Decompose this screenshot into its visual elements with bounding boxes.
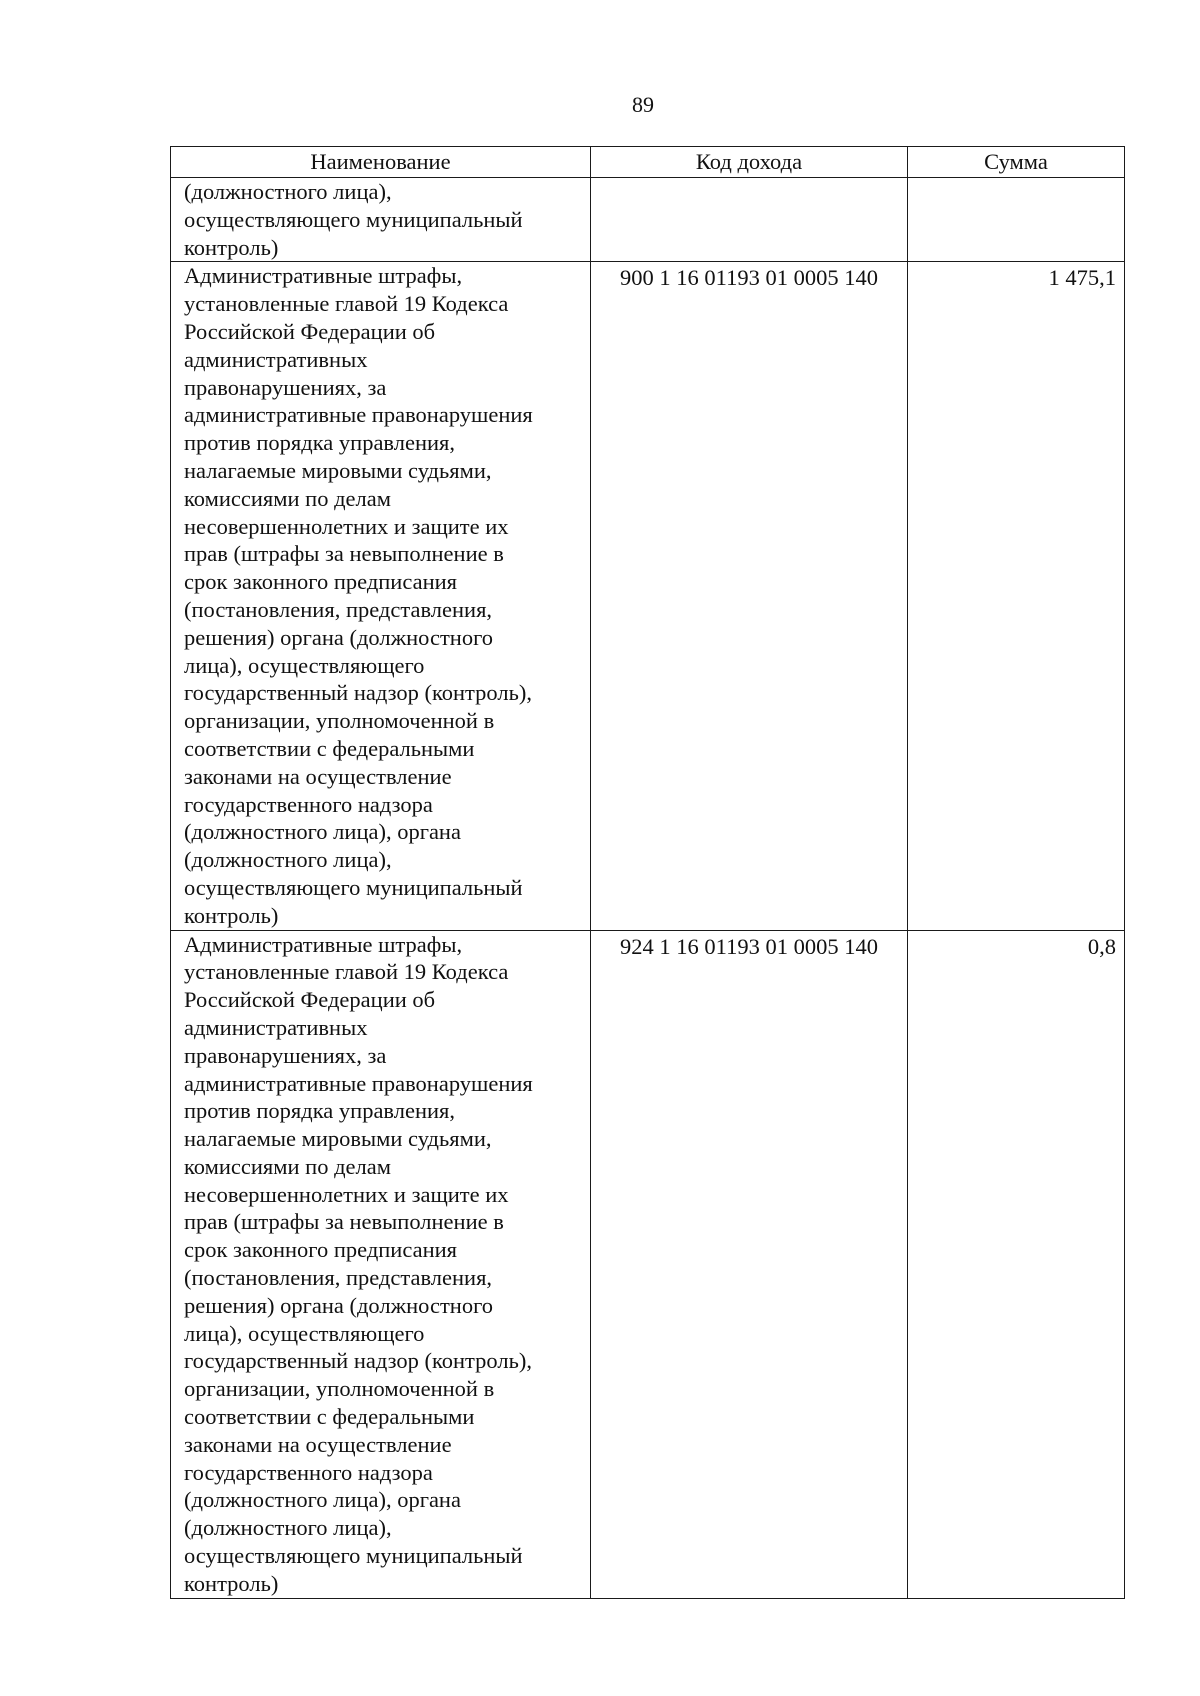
- name-line: (должностного лица),: [184, 1515, 392, 1541]
- name-line: осуществляющего муниципальный: [184, 206, 523, 232]
- name-line: правонарушениях, за: [184, 1042, 387, 1068]
- name-line: несовершеннолетних и защите их: [184, 513, 509, 539]
- name-line: осуществляющего муниципальный: [184, 1543, 523, 1569]
- name-line: лица), осуществляющего: [184, 1320, 425, 1346]
- name-line: прав (штрафы за невыполнение в: [184, 1209, 504, 1235]
- name-line: Административные штрафы,: [184, 263, 463, 289]
- name-cell: [171, 262, 591, 930]
- name-line: государственного надзора: [184, 791, 433, 817]
- name-line: организации, уполномоченной в: [184, 708, 495, 734]
- name-line: налагаемые мировыми судьями,: [184, 457, 492, 483]
- name-line: (должностного лица), органа: [184, 1487, 461, 1513]
- name-line: Российской Федерации об: [184, 987, 436, 1013]
- name-line: государственный надзор (контроль),: [184, 680, 532, 706]
- code-cell: [591, 178, 908, 262]
- header-sum: Сумма: [908, 147, 1125, 178]
- name-line: (постановления, представления,: [184, 1265, 493, 1291]
- name-line: против порядка управления,: [184, 430, 456, 456]
- name-line: законами на осуществление: [184, 763, 452, 789]
- name-line: государственный надзор (контроль),: [184, 1348, 532, 1374]
- name-line: контроль): [184, 1570, 279, 1596]
- name-line: комиссиями по делам: [184, 485, 391, 511]
- name-line: Российской Федерации об: [184, 318, 436, 344]
- name-cell: [171, 178, 591, 262]
- name-line: соответствии с федеральными: [184, 1404, 475, 1430]
- table-body: [171, 178, 1125, 1599]
- page-number: 89: [632, 92, 654, 117]
- name-line: несовершеннолетних и защите их: [184, 1181, 509, 1207]
- header-code: Код дохода: [591, 147, 908, 178]
- table-row: [171, 262, 1125, 930]
- name-line: административные правонарушения: [184, 402, 533, 428]
- name-line: (должностного лица), органа: [184, 819, 461, 845]
- name-line: решения) органа (должностного: [184, 624, 494, 650]
- name-line: лица), осуществляющего: [184, 652, 425, 678]
- table-row: [171, 178, 1125, 262]
- name-line: правонарушениях, за: [184, 374, 387, 400]
- name-line: административных: [184, 1014, 368, 1040]
- code-cell: 900 1 16 01193 01 0005 140: [591, 262, 908, 930]
- name-line: соответствии с федеральными: [184, 735, 475, 761]
- name-line: против порядка управления,: [184, 1098, 456, 1124]
- name-cell: [171, 930, 591, 1598]
- code-cell: 924 1 16 01193 01 0005 140: [591, 930, 908, 1598]
- sum-cell: 0,8: [908, 930, 1125, 1598]
- name-line: (должностного лица),: [184, 179, 392, 204]
- name-line: срок законного предписания: [184, 1237, 458, 1263]
- table-header: [171, 147, 1125, 178]
- name-line: Административные штрафы,: [184, 931, 463, 957]
- sum-cell: [908, 178, 1125, 262]
- name-line: контроль): [184, 902, 279, 928]
- name-line: административные правонарушения: [184, 1070, 533, 1096]
- name-line: установленные главой 19 Кодекса: [184, 959, 509, 985]
- name-line: осуществляющего муниципальный: [184, 874, 523, 900]
- name-line: установленные главой 19 Кодекса: [184, 291, 509, 317]
- sum-cell: 1 475,1: [908, 262, 1125, 930]
- header-row: [171, 147, 1125, 178]
- name-line: государственного надзора: [184, 1459, 433, 1485]
- name-line: комиссиями по делам: [184, 1153, 391, 1179]
- header-name: Наименование: [171, 147, 591, 178]
- name-line: налагаемые мировыми судьями,: [184, 1126, 492, 1152]
- name-line: срок законного предписания: [184, 569, 458, 595]
- name-line: административных: [184, 346, 368, 372]
- income-table: [170, 146, 1125, 1599]
- name-line: (должностного лица),: [184, 847, 392, 873]
- name-line: (постановления, представления,: [184, 596, 493, 622]
- table-row: [171, 930, 1125, 1598]
- name-line: законами на осуществление: [184, 1431, 452, 1457]
- name-line: прав (штрафы за невыполнение в: [184, 541, 504, 567]
- name-line: решения) органа (должностного: [184, 1292, 494, 1318]
- name-line: контроль): [184, 234, 279, 260]
- name-line: организации, уполномоченной в: [184, 1376, 495, 1402]
